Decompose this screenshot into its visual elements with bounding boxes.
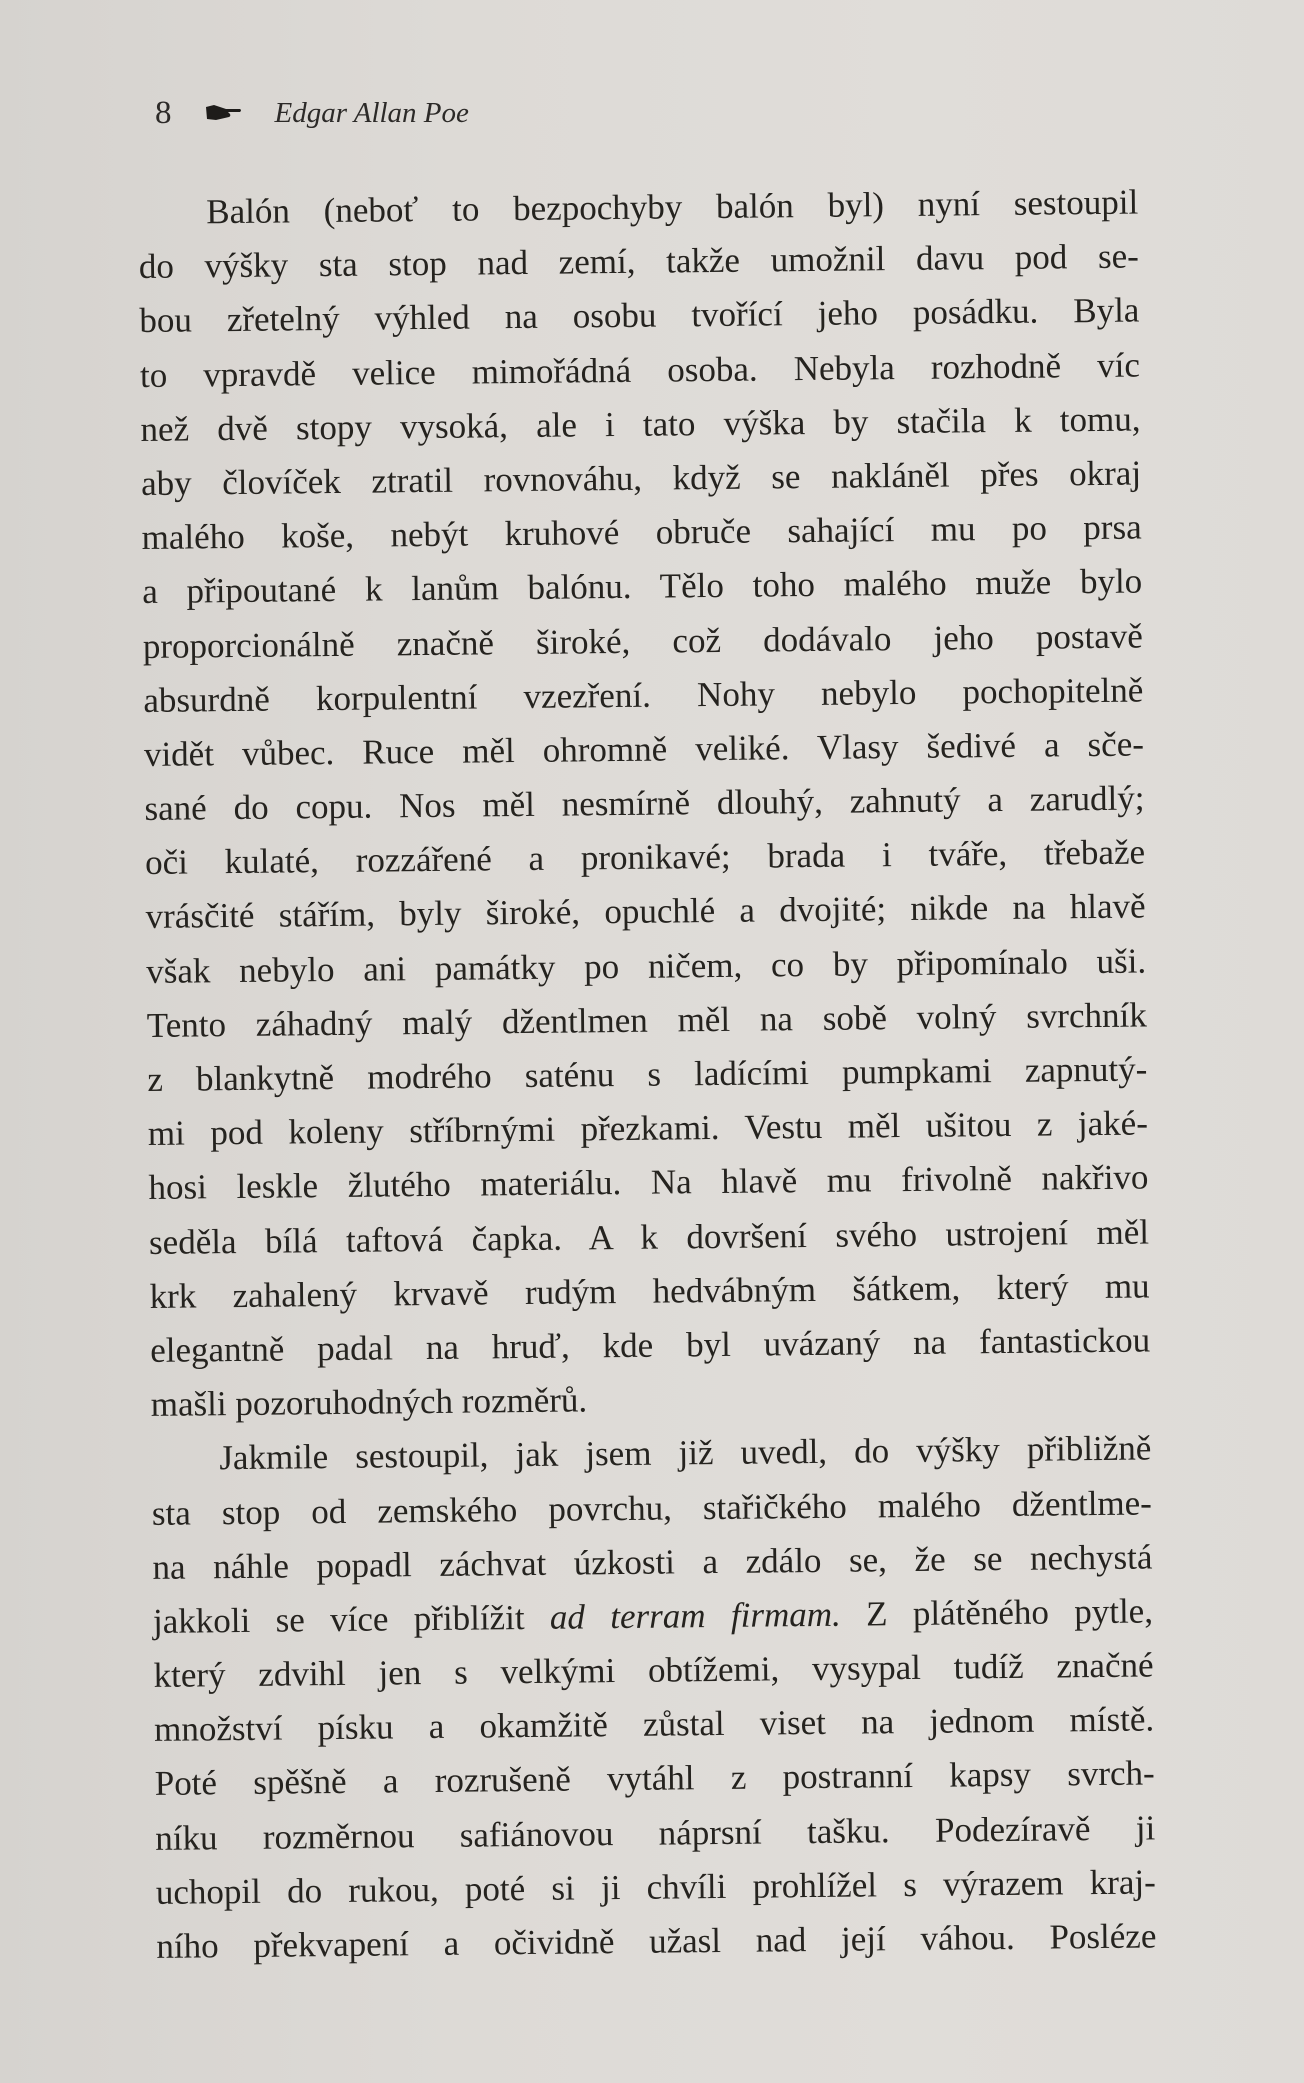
text-line: seděla bílá taftová čapka. A k dovršení svého ustrojení měl	[148, 1212, 1150, 1262]
text-line: množství písku a okamžitě zůstal viset na jednom místě.	[153, 1699, 1155, 1750]
text-line: na náhle popadl záchvat úzkosti a zdálo se, že se nechystá	[152, 1537, 1153, 1587]
running-head: Edgar Allan Poe	[274, 96, 469, 129]
text-line: Balón (neboť to bezpochyby balón byl) nyní sestoupil	[206, 182, 1139, 232]
text-line: níku rozměrnou safiánovou náprsní tašku. Podezíravě ji	[155, 1808, 1156, 1858]
text-line: elegantně padal na hruď, kde byl uvázaný na fantastickou	[149, 1320, 1151, 1370]
text-line: vrásčité stářím, byly široké, opuchlé a dvojité; nikde na hlavě	[145, 886, 1146, 937]
pointing-hand-icon	[204, 103, 242, 123]
text-line: z blankytně modrého saténu s ladícími pumpkami zapnutý-	[147, 1049, 1148, 1099]
text-line: sané do copu. Nos měl nesmírně dlouhý, zahnutý a zarudlý;	[144, 778, 1145, 829]
text-line: proporcionálně značně široké, což dodávalo jeho postavě	[142, 616, 1143, 666]
text-line: mašli pozoruhodných rozměrů.	[150, 1380, 588, 1425]
text-line: krk zahalený krvavě rudým hedvábným šátkem, který mu	[149, 1266, 1150, 1316]
page-number: 8	[155, 94, 172, 131]
text-line: Poté spěšně a rozrušeně vytáhl z postranní kapsy svrch-	[154, 1753, 1155, 1804]
text-line: však nebylo ani památky po ničem, co by připomínalo uši.	[146, 941, 1147, 991]
text-line: sta stop od zemského povrchu, stařičkého malého džentlme-	[151, 1482, 1153, 1533]
page-header	[155, 88, 469, 138]
text-line: aby človíček ztratil rovnováhu, když se nakláněl přes okraj	[140, 453, 1142, 503]
text-line: to vpravdě velice mimořádná osoba. Nebyla rozhodně víc	[139, 345, 1141, 395]
text-line: vidět vůbec. Ruce měl ohromně veliké. Vlasy šedivé a sče-	[143, 724, 1145, 774]
body-text	[138, 176, 1157, 1975]
text-line: Tento záhadný malý džentlmen měl na sobě volný svrchník	[146, 995, 1147, 1045]
text-line: Jakmile sestoupil, jak jsem již uvedl, do výšky přibližně	[219, 1428, 1152, 1478]
text-line: do výšky sta stop nad zemí, takže umožnil davu pod se-	[138, 236, 1139, 287]
text-line: a připoutané k lanům balónu. Tělo toho malého muže bylo	[142, 561, 1143, 612]
italic-phrase: ad terram firmam.	[549, 1594, 841, 1637]
text-line: oči kulaté, rozzářené a pronikavé; brada i tváře, třebaže	[144, 832, 1146, 883]
text-line: uchopil do rukou, poté si ji chvíli prohlížel s výrazem kraj-	[155, 1862, 1157, 1912]
text-line: mi pod koleny stříbrnými přezkami. Vestu měl ušitou z jaké-	[147, 1103, 1149, 1154]
text-segment: Z plátěného pytle,	[840, 1591, 1154, 1634]
text-line: absurdně korpulentní vzezření. Nohy nebylo pochopitelně	[143, 670, 1144, 720]
text-line: který zdvihl jen s velkými obtížemi, vysypal tudíž značné	[153, 1645, 1154, 1695]
text-line: ního překvapení a očividně užasl nad její váhou. Posléze	[156, 1916, 1157, 1966]
text-line: malého koše, nebýt kruhové obruče sahající mu po prsa	[141, 507, 1142, 558]
text-line: hosi leskle žlutého materiálu. Na hlavě mu frivolně nakřivo	[148, 1157, 1149, 1208]
text-line: bou zřetelný výhled na osobu tvořící jeho posádku. Byla	[139, 290, 1140, 341]
text-line: než dvě stopy vysoká, ale i tato výška by stačila k tomu,	[140, 399, 1141, 449]
text-segment: jakkoli se více přiblížit	[152, 1597, 551, 1641]
